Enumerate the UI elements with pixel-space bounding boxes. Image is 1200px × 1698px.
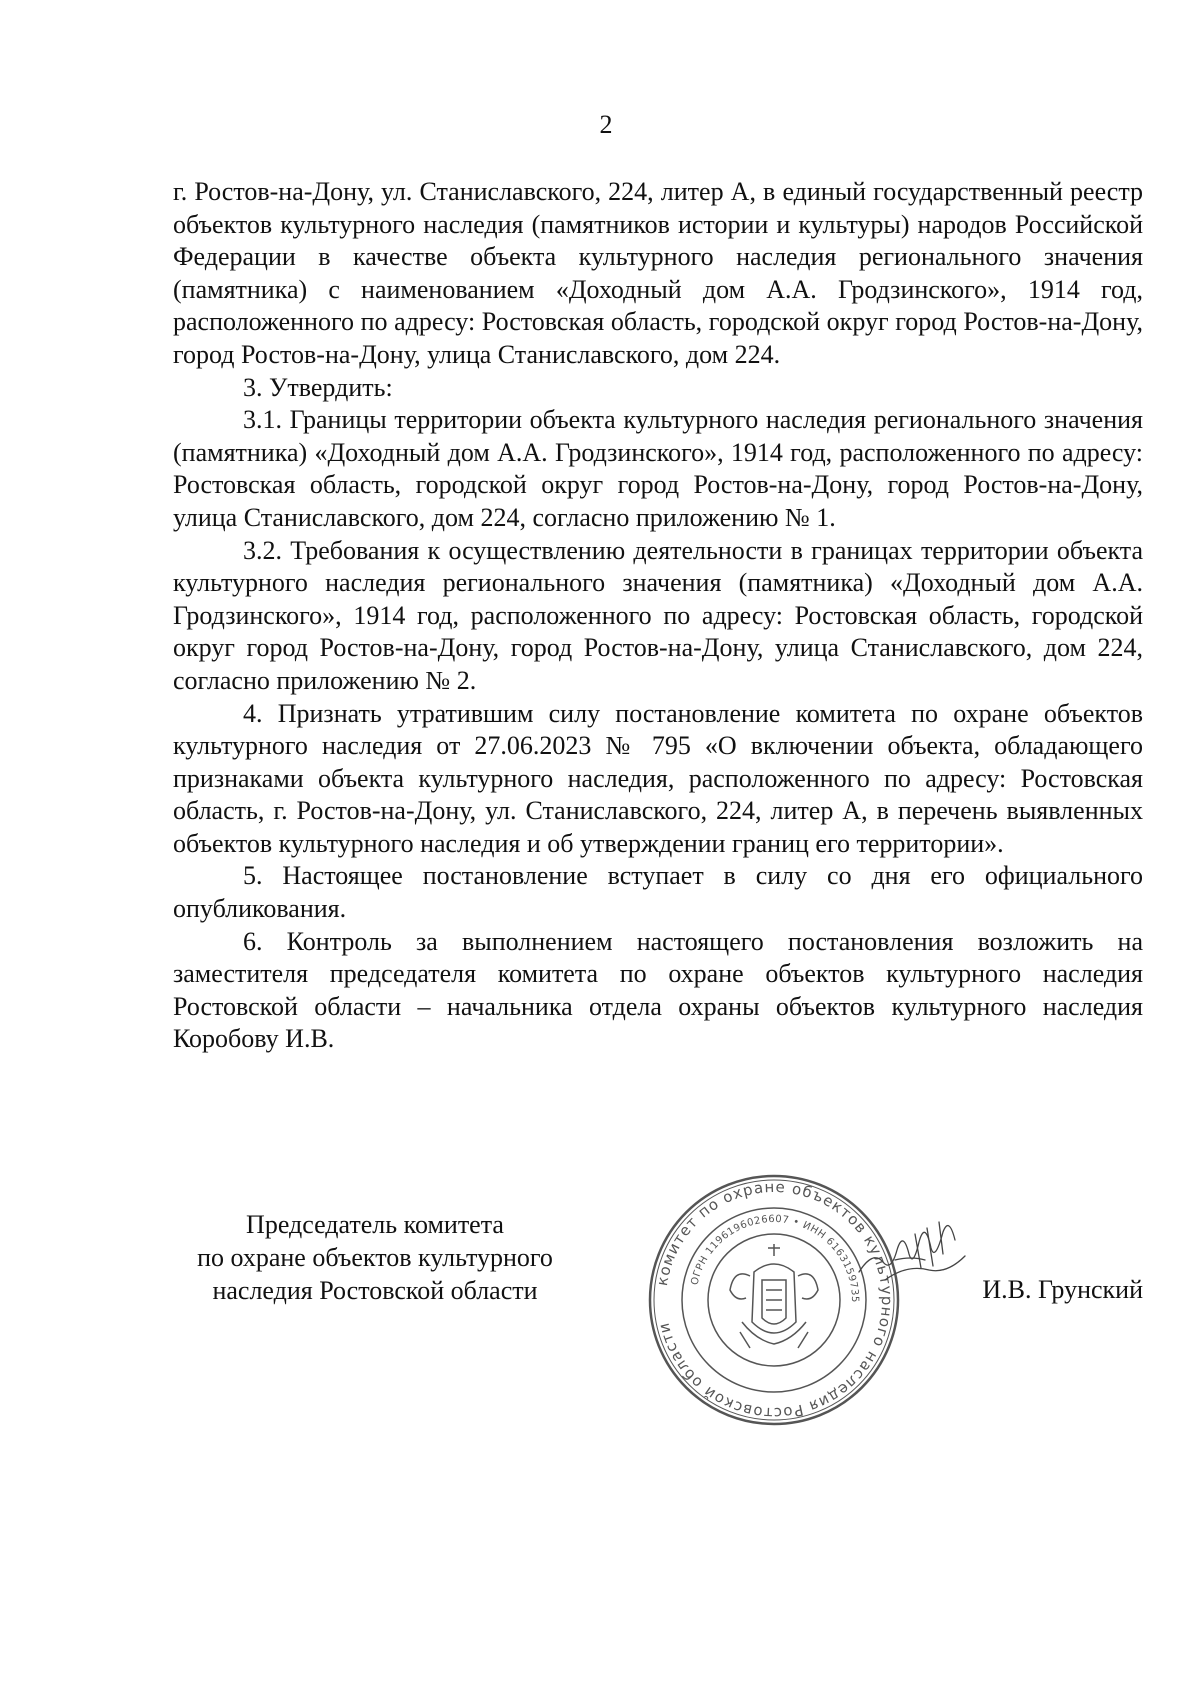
- body-paragraph: 4. Признать утратившим силу постановление комитета по охране объектов культурного наследия от 27.06.2023 № 795 «О включении объекта, обладающего признаками объекта культурного наследия, расположенного по адресу: Ростовская область, г. Ростов-на-Дону, ул. Станиславского, 224, литер А, в перечень выявленных объектов культурного наследия и об утверждении границ его территории».: [173, 698, 1143, 858]
- signer-name: И.В. Грунский: [982, 1275, 1143, 1304]
- body-paragraph: г. Ростов-на-Дону, ул. Станиславского, 224, литер А, в единый государственный реестр объектов культурного наследия (памятников истории и культуры) народов Российской Федерации в качестве объекта культурного наследия регионального значения (памятника) с наименованием «Доходный дом А.А. Гродзинского», 1914 год, расположенного по адресу: Ростовская область, городской округ город Ростов-на-Дону, город Ростов-на-Дону, улица Станиславского, дом 224.: [173, 177, 1143, 369]
- body-paragraph: 3. Утвердить:: [243, 372, 393, 402]
- seal-inner-text: ОГРН 1196196026607 • ИНН 6163159735: [689, 1213, 861, 1303]
- signatory-title-line: по охране объектов культурного: [197, 1243, 553, 1272]
- handwritten-signature: [855, 1210, 970, 1290]
- body-paragraph: 3.1. Границы территории объекта культурного наследия регионального значения (памятника) «Доходный дом А.А. Гродзинского», 1914 год, расположенного по адресу: Ростовская область, городской округ город Ростов-на-Дону, город Ростов-на-Дону, улица Станиславского, дом 224, согласно приложению № 1.: [173, 405, 1143, 532]
- body-paragraph: 6. Контроль за выполнением настоящего постановления возложить на заместителя председателя комитета по охране объектов культурного наследия Ростовской области – начальника отдела охраны объектов культурного наследия Коробову И.В.: [173, 926, 1143, 1054]
- body-paragraph: 5. Настоящее постановление вступает в силу со дня его официального опубликования.: [173, 861, 1143, 924]
- signatory-title-line: наследия Ростовской области: [212, 1276, 538, 1305]
- signatory-title: [170, 1208, 580, 1307]
- seal-outer-text: комитет по охране объектов культурного наследия Ростовской области: [652, 1177, 897, 1423]
- page-number: 2: [599, 110, 613, 139]
- signatory-title-line: Председатель комитета: [246, 1210, 504, 1239]
- document-body: [173, 176, 1143, 1056]
- body-paragraph: 3.2. Требования к осуществлению деятельности в границах территории объекта культурного наследия регионального значения (памятника) «Доходный дом А.А. Гродзинского», 1914 год, расположенного по адресу: Ростовская область, городской округ город Ростов-на-Дону, город Ростов-на-Дону, улица Станиславского, дом 224, согласно приложению № 2.: [173, 535, 1143, 695]
- coat-of-arms-emblem: [730, 1244, 818, 1348]
